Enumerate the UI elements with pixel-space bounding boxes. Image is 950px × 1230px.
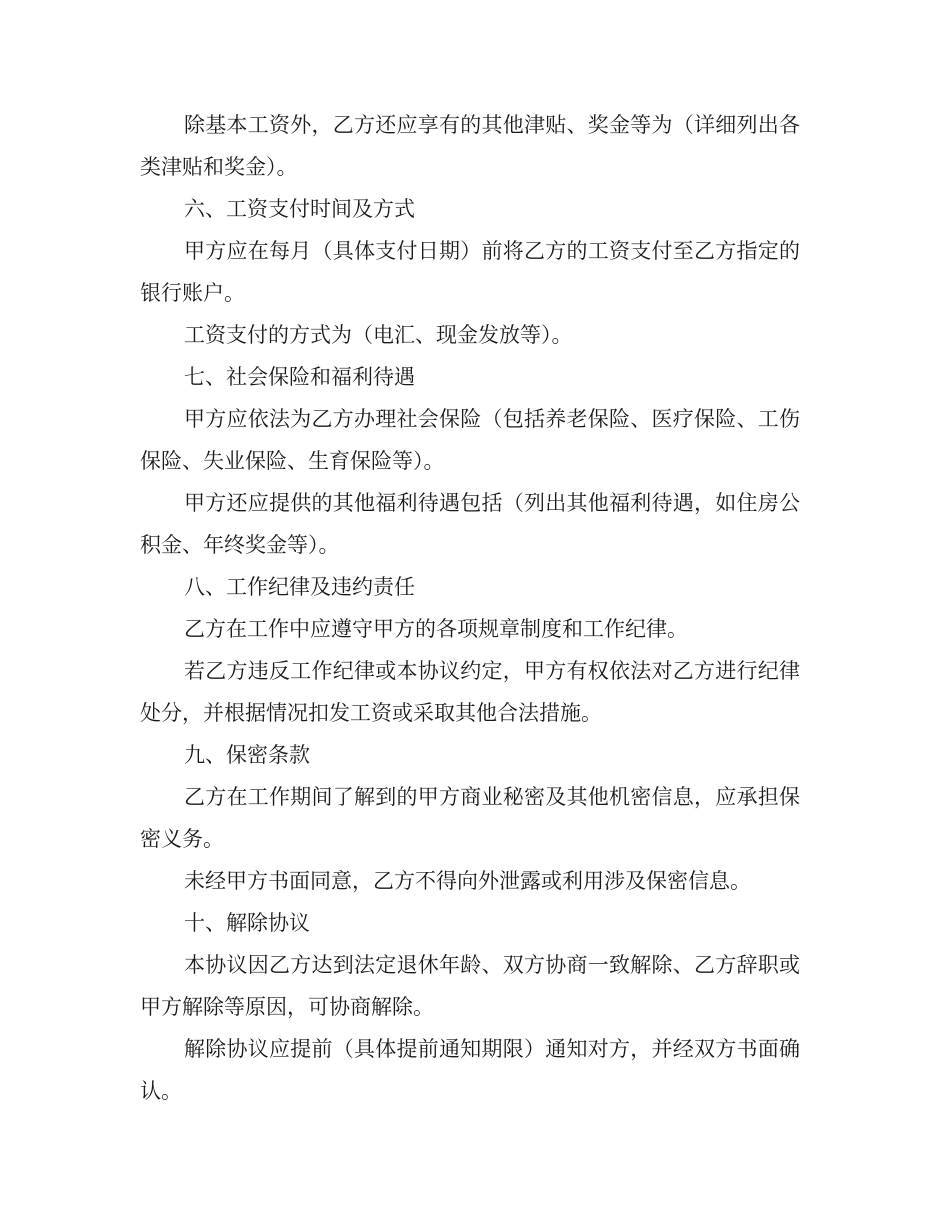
section-heading-8: 八、工作纪律及违约责任 xyxy=(184,575,415,599)
section-heading-7: 七、社会保险和福利待遇 xyxy=(184,365,415,389)
section-heading-9: 九、保密条款 xyxy=(184,743,310,767)
document-body xyxy=(140,104,800,1112)
paragraph-termination-reasons: 本协议因乙方达到法定退休年龄、双方协商一致解除、乙方辞职或甲方解除等原因，可协商解除。 xyxy=(140,953,800,1019)
paragraph-pay-date: 甲方应在每月（具体支付日期）前将乙方的工资支付至乙方指定的银行账户。 xyxy=(140,239,800,305)
paragraph-discipline: 乙方在工作中应遵守甲方的各项规章制度和工作纪律。 xyxy=(184,617,688,641)
paragraph-social-insurance: 甲方应依法为乙方办理社会保险（包括养老保险、医疗保险、工伤保险、失业保险、生育保险等）。 xyxy=(140,407,800,473)
paragraph-violation: 若乙方违反工作纪律或本协议约定，甲方有权依法对乙方进行纪律处分，并根据情况扣发工资或采取其他合法措施。 xyxy=(140,659,800,725)
paragraph-confidentiality: 乙方在工作期间了解到的甲方商业秘密及其他机密信息，应承担保密义务。 xyxy=(140,785,800,851)
paragraph-no-disclosure: 未经甲方书面同意，乙方不得向外泄露或利用涉及保密信息。 xyxy=(184,869,751,893)
paragraph-termination-notice: 解除协议应提前（具体提前通知期限）通知对方，并经双方书面确认。 xyxy=(140,1037,800,1103)
paragraph-pay-method: 工资支付的方式为（电汇、现金发放等）。 xyxy=(184,323,573,347)
paragraph-allowances: 除基本工资外，乙方还应享有的其他津贴、奖金等为（详细列出各类津贴和奖金）。 xyxy=(140,113,800,179)
paragraph-other-benefits: 甲方还应提供的其他福利待遇包括（列出其他福利待遇，如住房公积金、年终奖金等）。 xyxy=(140,491,800,557)
section-heading-10: 十、解除协议 xyxy=(184,911,310,935)
section-heading-6: 六、工资支付时间及方式 xyxy=(184,197,415,221)
